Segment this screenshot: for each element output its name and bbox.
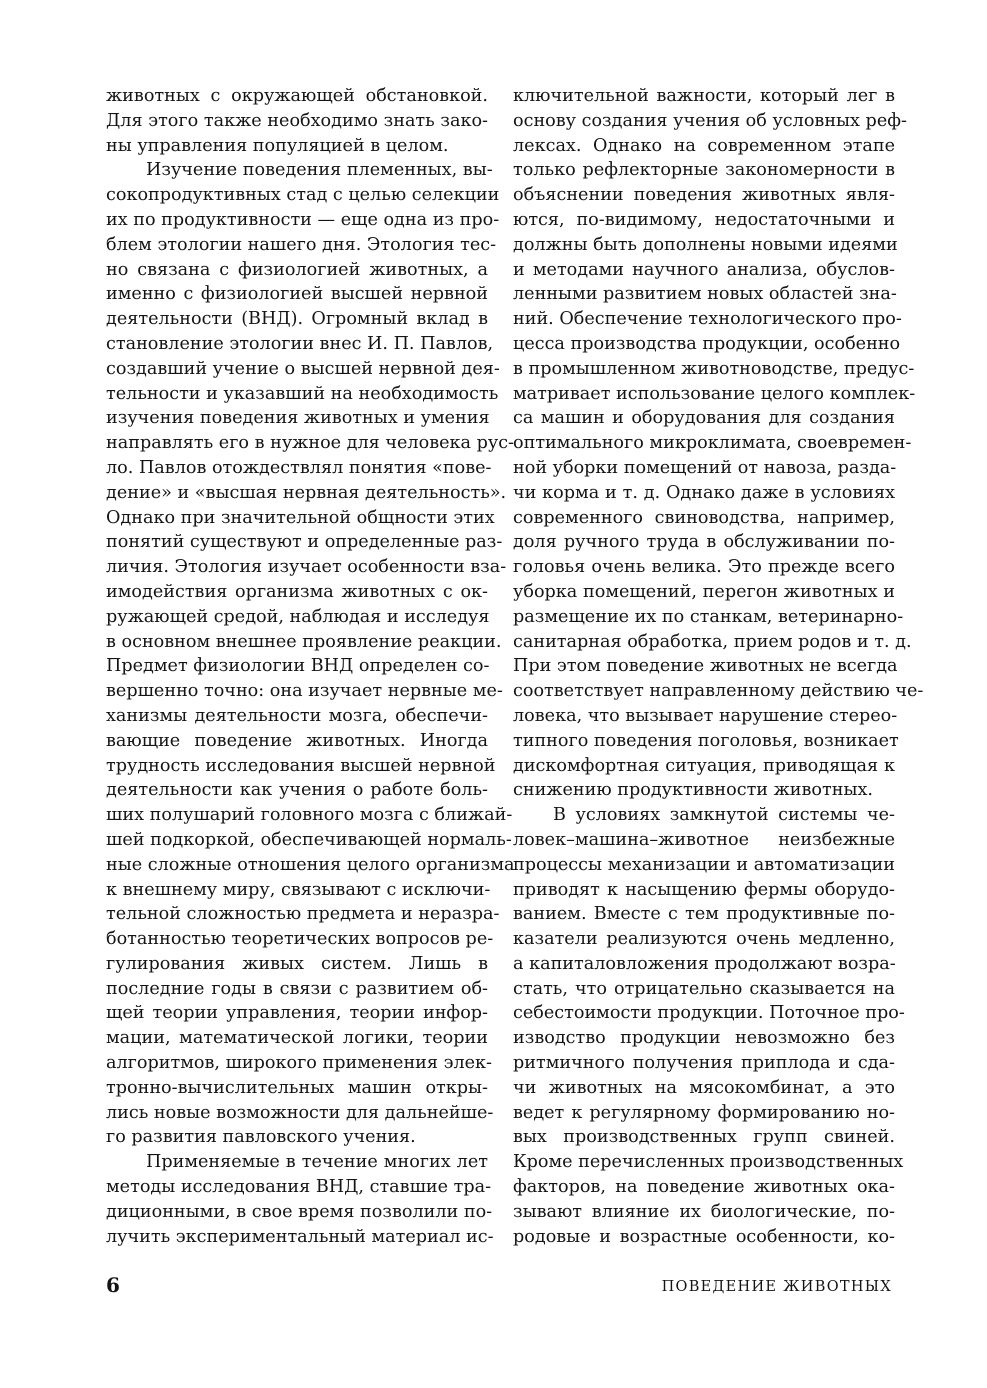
text-line: доля ручного труда в обслуживании по- — [513, 532, 895, 553]
text-line: са машин и оборудования для создания — [513, 408, 895, 429]
text-line: создавший учение о высшей нервной дея- — [106, 358, 500, 379]
text-line: ной уборки помещений от навоза, разда- — [513, 457, 897, 478]
text-line: ключительной важности, который лег в — [513, 86, 895, 106]
text-line: матривает использование целого комплек- — [513, 383, 916, 404]
text-line: дискомфортная ситуация, приводящая к — [513, 755, 895, 776]
text-line: основу создания учения об условных реф- — [513, 110, 907, 131]
text-line: Однако при значительной общности этих — [106, 507, 495, 528]
text-line: ются, по-видимому, недостаточными и — [513, 209, 895, 230]
text-line: ванием. Вместе с тем продуктивные по- — [513, 904, 895, 925]
text-line: соответствует направленному действию че- — [513, 681, 924, 702]
text-line: шей подкоркой, обеспечивающей нормаль- — [106, 829, 512, 850]
text-line: имодействия организма животных с ок- — [106, 581, 488, 602]
text-line: деятельности как учения о работе боль- — [106, 780, 488, 801]
text-line: трудность исследования высшей нервной — [106, 755, 496, 776]
text-line: дение» и «высшая нервная деятельность». — [106, 482, 507, 503]
text-line: процессы механизации и автоматизации — [513, 854, 895, 875]
text-line: типного поведения поголовья, возникает — [513, 730, 899, 751]
text-line: ших полушарий головного мозга с ближай- — [106, 805, 513, 826]
text-line: ханизмы деятельности мозга, обеспечи- — [106, 705, 488, 726]
text-line: алгоритмов, широкого применения элек- — [106, 1053, 492, 1074]
text-line: методы исследования ВНД, ставшие тра- — [106, 1177, 492, 1198]
text-line: ритмичного получения приплода и сда- — [513, 1053, 895, 1074]
text-line: вершенно точно: она изучает нервные ме- — [106, 681, 503, 702]
text-line: ловек–машина–животное неизбежные — [513, 829, 895, 850]
text-line: к внешнему миру, связывают с исключи- — [106, 879, 491, 900]
text-line: тельности и указавший на необходимость — [106, 383, 499, 404]
text-line: ний. Обеспечение технологического про- — [513, 309, 902, 330]
text-line: Предмет физиологии ВНД определен со- — [106, 656, 490, 677]
text-line: направлять его в нужное для человека рус- — [106, 433, 514, 454]
text-line: блем этологии нашего дня. Этология тес- — [106, 234, 497, 255]
paragraph-last-line: снижению продуктивности животных. — [513, 780, 874, 801]
text-line: изводство продукции невозможно без — [513, 1028, 895, 1049]
text-line: понятий существуют и определенные раз- — [106, 532, 503, 553]
text-line: в промышленном животноводстве, предус- — [513, 358, 915, 379]
text-line: лексах. Однако на современном этапе — [513, 135, 895, 156]
text-line: а капиталовложения продолжают возра- — [513, 953, 896, 974]
text-line: сокопродуктивных стад с целью селекции — [106, 185, 500, 206]
text-line: размещение их по станкам, ветеринарно- — [513, 606, 904, 627]
text-line: ведет к регулярному формированию но- — [513, 1102, 895, 1123]
text-line: тронно-вычислительных машин откры- — [106, 1077, 488, 1098]
text-line: диционными, в свое время позволили по- — [106, 1201, 493, 1222]
text-line: ные сложные отношения целого организма — [106, 854, 515, 875]
text-line: зывают влияние их биологические, по- — [513, 1201, 895, 1222]
text-line: тельной сложностью предмета и неразра- — [106, 904, 500, 925]
text-line: животных с окружающей обстановкой. — [106, 86, 488, 106]
text-line: становление этологии внес И. П. Павлов, — [106, 333, 494, 354]
text-line: их по продуктивности — еще одна из про- — [106, 209, 500, 230]
text-line: личия. Этология изучает особенности вза- — [106, 557, 507, 578]
text-line: ловека, что вызывает нарушение стерео- — [513, 705, 898, 726]
left-text-column — [106, 84, 515, 1249]
text-line: стать, что отрицательно сказывается на — [513, 978, 895, 999]
text-line: объяснении поведения животных явля- — [513, 185, 895, 206]
text-line: только рефлекторные закономерности в — [513, 160, 895, 181]
running-title: ПОВЕДЕНИЕ ЖИВОТНЫХ — [661, 1279, 892, 1295]
text-line: гулирования живых систем. Лишь в — [106, 953, 488, 974]
text-line: ленными развитием новых областей зна- — [513, 284, 897, 305]
text-line: чи животных на мясокомбинат, а это — [513, 1077, 895, 1098]
text-line: вающие поведение животных. Иногда — [106, 730, 488, 751]
text-line: должны быть дополнены новыми идеями — [513, 234, 898, 255]
right-text-column — [513, 84, 924, 1249]
page-number: 6 — [106, 1273, 120, 1297]
text-line: щей теории управления, теории инфор- — [106, 1003, 488, 1024]
text-line: Для этого также необходимо знать зако- — [106, 110, 488, 131]
text-line: и методами научного анализа, обуслов- — [513, 259, 895, 280]
text-line: цесса производства продукции, особенно — [513, 333, 901, 354]
text-line: последние годы в связи с развитием об- — [106, 978, 488, 999]
text-line: но связана с физиологией животных, а — [106, 259, 488, 280]
text-line: головья очень велика. Это прежде всего — [513, 557, 895, 578]
text-line: ружающей средой, наблюдая и исследуя — [106, 606, 490, 627]
text-line: факторов, на поведение животных ока- — [513, 1177, 895, 1198]
text-line: в основном внешнее проявление реакции. — [106, 631, 502, 652]
text-line: современного свиноводства, например, — [513, 507, 895, 528]
text-line: казатели реализуются очень медленно, — [513, 929, 895, 950]
text-line: санитарная обработка, прием родов и т. д. — [513, 631, 912, 652]
text-line: Кроме перечисленных производственных — [513, 1152, 904, 1173]
paragraph-first-line: В условиях замкнутой системы че- — [553, 805, 895, 826]
paragraph-last-line: ны управления популяцией в целом. — [106, 135, 449, 156]
text-line: лись новые возможности для дальнейше- — [106, 1102, 494, 1123]
text-line: именно с физиологией высшей нервной — [106, 284, 488, 305]
text-line: чи корма и т. д. Однако даже в условиях — [513, 482, 895, 503]
text-line: ботанностью теоретических вопросов ре- — [106, 929, 494, 950]
text-line: уборка помещений, перегон животных и — [513, 581, 895, 602]
paragraph-first-line: Изучение поведения племенных, вы- — [146, 160, 493, 181]
text-line: При этом поведение животных не всегда — [513, 656, 898, 677]
text-line: мации, математической логики, теории — [106, 1028, 488, 1049]
text-line: приводят к насыщению фермы оборудо- — [513, 879, 895, 900]
text-line: родовые и возрастные особенности, ко- — [513, 1226, 895, 1247]
text-line: ло. Павлов отождествлял понятия «пове- — [106, 457, 492, 478]
text-line: себестоимости продукции. Поточное про- — [513, 1003, 905, 1024]
text-line: лучить экспериментальный материал ис- — [106, 1226, 494, 1247]
paragraph-last-line: го развития павловского учения. — [106, 1127, 416, 1148]
text-line: деятельности (ВНД). Огромный вклад в — [106, 309, 488, 330]
text-line: оптимального микроклимата, своевремен- — [513, 433, 912, 454]
paragraph-first-line: Применяемые в течение многих лет — [146, 1152, 488, 1173]
text-line: изучения поведения животных и умения — [106, 408, 490, 429]
text-line: вых производственных групп свиней. — [513, 1127, 895, 1148]
